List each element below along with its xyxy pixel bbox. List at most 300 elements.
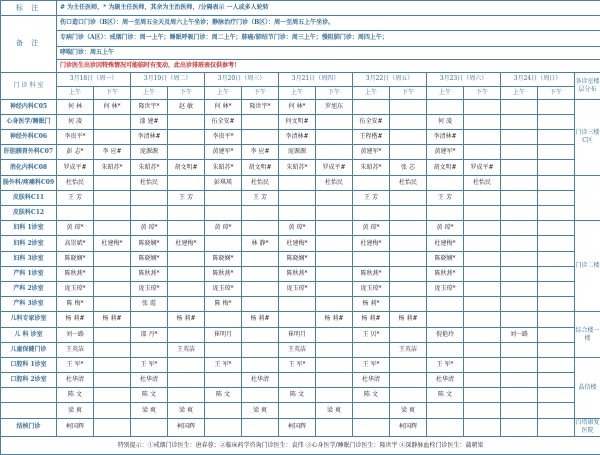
- schedule-cell: 陈 文: [279, 388, 316, 403]
- schedule-cell: [353, 342, 390, 357]
- schedule-cell: 陈 文: [205, 388, 242, 403]
- dept-name: 皮肤科C11: [1, 190, 57, 205]
- schedule-cell: 何 凌: [427, 114, 464, 129]
- schedule-cell: 杜建梅*: [279, 236, 316, 251]
- schedule-cell: 杨 莉#: [242, 312, 279, 327]
- schedule-cell: [464, 190, 501, 205]
- schedule-cell: [316, 281, 353, 296]
- schedule-cell: 黄 琼*: [131, 221, 168, 236]
- schedule-cell: 王 军*: [131, 357, 168, 372]
- schedule-cell: [464, 418, 501, 437]
- schedule-cell: 李贵平*: [205, 130, 242, 145]
- schedule-cell: 杜华清: [427, 373, 464, 388]
- schedule-cell: 杨 莉#: [94, 312, 131, 327]
- schedule-cell: 刘一路: [57, 327, 94, 342]
- schedule-cell: [279, 190, 316, 205]
- schedule-cell: [464, 403, 501, 418]
- schedule-cell: [501, 160, 538, 175]
- schedule-cell: 陈秋燕*: [427, 266, 464, 281]
- schedule-cell: [427, 99, 464, 114]
- schedule-cell: [131, 206, 168, 221]
- schedule-cell: 陈秋燕*: [353, 266, 390, 281]
- schedule-cell: [501, 251, 538, 266]
- schedule-cell: [390, 114, 427, 129]
- schedule-cell: 杜华清: [57, 373, 94, 388]
- schedule-cell: [205, 342, 242, 357]
- pm-header: 下午: [242, 86, 279, 99]
- schedule-cell: [538, 221, 575, 236]
- schedule-cell: [538, 418, 575, 437]
- schedule-cell: 黄建军*: [427, 145, 464, 160]
- schedule-cell: [168, 357, 205, 372]
- schedule-cell: 杜华清: [131, 373, 168, 388]
- schedule-cell: 陈秋燕*: [131, 266, 168, 281]
- schedule-cell: [538, 114, 575, 129]
- schedule-cell: [464, 312, 501, 327]
- dept-name: 心身医学/睡眠门: [1, 114, 57, 129]
- schedule-cell: [390, 130, 427, 145]
- schedule-cell: 庞源源: [131, 145, 168, 160]
- schedule-cell: [427, 403, 464, 418]
- schedule-cell: 王英洁: [57, 342, 94, 357]
- schedule-cell: [538, 342, 575, 357]
- schedule-cell: 黄建军*: [353, 145, 390, 160]
- schedule-cell: 何 林*: [94, 99, 131, 114]
- schedule-cell: [390, 266, 427, 281]
- schedule-cell: [501, 190, 538, 205]
- schedule-cell: 杨 莉*: [353, 297, 390, 312]
- schedule-cell: [538, 206, 575, 221]
- schedule-cell: [390, 297, 427, 312]
- schedule-cell: [242, 114, 279, 129]
- schedule-cell: [538, 327, 575, 342]
- schedule-cell: [168, 221, 205, 236]
- date-header: 3月22日（周五）: [353, 72, 427, 86]
- schedule-cell: [242, 388, 279, 403]
- schedule-cell: [94, 373, 131, 388]
- schedule-cell: 李贵平*: [57, 130, 94, 145]
- schedule-cell: [168, 206, 205, 221]
- schedule-cell: [501, 297, 538, 312]
- schedule-cell: [316, 342, 353, 357]
- schedule-cell: 王 贝*: [353, 327, 390, 342]
- schedule-cell: 邵 丹*: [131, 327, 168, 342]
- am-header: 上午: [427, 86, 464, 99]
- schedule-cell: 何文明#: [279, 114, 316, 129]
- schedule-cell: 高崇斌*: [57, 236, 94, 251]
- schedule-cell: [94, 357, 131, 372]
- schedule-cell: 王英洁: [279, 342, 316, 357]
- schedule-cell: [501, 236, 538, 251]
- schedule-cell: 林 静*: [242, 236, 279, 251]
- schedule-cell: 陈 文: [131, 388, 168, 403]
- schedule-cell: [94, 114, 131, 129]
- schedule-cell: 杜怡民: [57, 175, 94, 190]
- schedule-cell: 胡文明#: [242, 160, 279, 175]
- table-row: [1, 373, 600, 388]
- schedule-cell: 何 林*: [205, 99, 242, 114]
- schedule-cell: [501, 281, 538, 296]
- schedule-cell: [390, 281, 427, 296]
- schedule-cell: [538, 312, 575, 327]
- schedule-cell: 崔明月: [205, 327, 242, 342]
- schedule-cell: [464, 236, 501, 251]
- schedule-cell: 梁 爽: [242, 403, 279, 418]
- pm-header: 下午: [316, 86, 353, 99]
- schedule-cell: [538, 130, 575, 145]
- table-row: [1, 418, 600, 437]
- schedule-cell: [390, 99, 427, 114]
- date-header: 3月19日（周二）: [131, 72, 205, 86]
- schedule-cell: [94, 418, 131, 437]
- date-header: 3月24日（周日）: [501, 72, 575, 86]
- remarks-label: 备 注: [1, 16, 57, 72]
- pm-header: 下午: [168, 86, 205, 99]
- schedule-cell: 杜怡民: [390, 175, 427, 190]
- schedule-cell: [316, 114, 353, 129]
- am-header: 上午: [57, 86, 94, 99]
- schedule-cell: [538, 251, 575, 266]
- schedule-cell: 李清林#: [131, 130, 168, 145]
- schedule-cell: 王 芳: [168, 190, 205, 205]
- schedule-cell: [390, 190, 427, 205]
- schedule-cell: [242, 418, 279, 437]
- schedule-cell: [316, 145, 353, 160]
- schedule-cell: 陈晓娴*: [131, 251, 168, 266]
- schedule-cell: 王 芳: [353, 190, 390, 205]
- schedule-cell: 黄 琼*: [205, 221, 242, 236]
- schedule-cell: [464, 145, 501, 160]
- schedule-cell: [131, 312, 168, 327]
- schedule-cell: 罗成平#: [464, 160, 501, 175]
- schedule-cell: 漆 建#: [131, 114, 168, 129]
- schedule-cell: 黄 琼*: [427, 221, 464, 236]
- floor-location: [575, 175, 600, 221]
- schedule-cell: 王英洁: [390, 342, 427, 357]
- schedule-cell: [168, 327, 205, 342]
- table-row: [1, 297, 600, 312]
- schedule-cell: [353, 99, 390, 114]
- schedule-cell: [316, 297, 353, 312]
- schedule-cell: [538, 403, 575, 418]
- schedule-cell: [427, 312, 464, 327]
- schedule-cell: 王 军*: [57, 357, 94, 372]
- schedule-cell: 崔明月: [279, 327, 316, 342]
- schedule-cell: [501, 342, 538, 357]
- schedule-cell: [353, 418, 390, 437]
- schedule-cell: [316, 373, 353, 388]
- table-row: [1, 266, 600, 281]
- schedule-cell: 杜怡民: [316, 175, 353, 190]
- dept-column-header: 门 诊 科 室: [1, 72, 57, 99]
- table-row: [1, 403, 600, 418]
- am-header: 上午: [131, 86, 168, 99]
- schedule-cell: [205, 190, 242, 205]
- schedule-cell: [168, 114, 205, 129]
- schedule-cell: 罗成平#: [316, 160, 353, 175]
- schedule-cell: 隆世宇*: [131, 99, 168, 114]
- schedule-cell: 柯国辉: [168, 418, 205, 437]
- remarks-line2: 专病门诊（A区）：戒烟门诊：周一上午；睡眠呼吸门诊：周二上午；肺癌/肺结节门诊：周三上午；慢阻肺门诊：周四上午；: [57, 31, 600, 46]
- dept-name: 产科 1诊室: [1, 266, 57, 281]
- schedule-cell: [94, 190, 131, 205]
- schedule-cell: 陈晓娴*: [57, 251, 94, 266]
- date-header: 3月23日（周六）: [427, 72, 501, 86]
- schedule-cell: [353, 403, 390, 418]
- schedule-cell: [242, 327, 279, 342]
- schedule-cell: [279, 312, 316, 327]
- schedule-cell: [501, 312, 538, 327]
- schedule-cell: [242, 221, 279, 236]
- schedule-cell: 李 应#: [242, 145, 279, 160]
- schedule-cell: 罗旭东: [316, 99, 353, 114]
- schedule-cell: 李清林#: [427, 130, 464, 145]
- schedule-cell: 何 凌: [57, 114, 94, 129]
- schedule-cell: 朱昭苏*: [353, 160, 390, 175]
- schedule-cell: [94, 403, 131, 418]
- schedule-cell: 陈晓娴*: [279, 251, 316, 266]
- schedule-cell: [353, 175, 390, 190]
- schedule-cell: [94, 251, 131, 266]
- table-row: [1, 312, 600, 327]
- schedule-cell: 陈 梅*: [205, 297, 242, 312]
- schedule-cell: [94, 221, 131, 236]
- schedule-cell: 陈晓娴*: [131, 236, 168, 251]
- floor-location: 晶信楼: [575, 357, 600, 418]
- schedule-cell: [538, 297, 575, 312]
- schedule-cell: [464, 297, 501, 312]
- floor-location: 门诊三楼C区: [575, 99, 600, 175]
- schedule-cell: [205, 418, 242, 437]
- schedule-cell: 黄 琼*: [353, 221, 390, 236]
- schedule-cell: 王 军*: [353, 357, 390, 372]
- schedule-cell: [94, 342, 131, 357]
- schedule-cell: [279, 297, 316, 312]
- table-row: [1, 281, 600, 296]
- schedule-cell: [131, 190, 168, 205]
- schedule-cell: 王英洁: [168, 342, 205, 357]
- schedule-cell: 黄 琼*: [57, 221, 94, 236]
- location-column-header: 各诊室楼层分布: [575, 72, 600, 99]
- schedule-cell: [538, 388, 575, 403]
- dept-name: 妇科 3诊室: [1, 251, 57, 266]
- schedule-cell: [538, 266, 575, 281]
- schedule-cell: [94, 297, 131, 312]
- schedule-cell: 何 林: [57, 99, 94, 114]
- schedule-cell: 何 林*: [279, 99, 316, 114]
- dept-name: 儿童保健门诊: [1, 342, 57, 357]
- schedule-cell: [205, 403, 242, 418]
- schedule-cell: [464, 130, 501, 145]
- schedule-cell: 王 军*: [427, 357, 464, 372]
- am-header: 上午: [279, 86, 316, 99]
- schedule-cell: 陈秋燕*: [57, 266, 94, 281]
- schedule-cell: [464, 327, 501, 342]
- am-header: 上午: [205, 86, 242, 99]
- schedule-cell: [205, 206, 242, 221]
- schedule-cell: 杜建梅*: [353, 236, 390, 251]
- table-row: [1, 175, 600, 190]
- schedule-cell: 杨 莉#: [390, 312, 427, 327]
- schedule-cell: [94, 206, 131, 221]
- schedule-cell: 隆世宇*: [242, 99, 279, 114]
- schedule-cell: [427, 175, 464, 190]
- schedule-cell: 柯国辉: [57, 418, 94, 437]
- legend-text: # 为主任医师，* 为副主任医师，其余为主治医师，/分隔表示 一人或多人轮转: [57, 1, 600, 16]
- schedule-cell: 朱昭苏*: [205, 160, 242, 175]
- schedule-cell: 陈 文: [353, 388, 390, 403]
- schedule-cell: 朱昭苏*: [131, 160, 168, 175]
- schedule-cell: [390, 388, 427, 403]
- schedule-cell: 胡文明#: [427, 160, 464, 175]
- pm-header: 下午: [94, 86, 131, 99]
- dept-name: 儿 科 诊室: [1, 327, 57, 342]
- schedule-cell: [427, 297, 464, 312]
- schedule-cell: 庞玉琼*: [427, 281, 464, 296]
- schedule-cell: 杜怡民: [131, 175, 168, 190]
- am-header: 上午: [501, 86, 538, 99]
- schedule-cell: [501, 130, 538, 145]
- schedule-cell: [390, 221, 427, 236]
- schedule-cell: [316, 418, 353, 437]
- schedule-cell: 梁 爽: [168, 403, 205, 418]
- schedule-cell: [242, 297, 279, 312]
- pm-header: 下午: [464, 86, 501, 99]
- schedule-cell: 罗成平#: [57, 160, 94, 175]
- schedule-cell: 陈 梅*: [57, 297, 94, 312]
- schedule-cell: 杨 莉#: [168, 312, 205, 327]
- schedule-cell: [464, 99, 501, 114]
- dept-name: [1, 388, 57, 403]
- schedule-cell: 张 芯: [390, 160, 427, 175]
- schedule-cell: [464, 221, 501, 236]
- schedule-cell: [501, 418, 538, 437]
- schedule-cell: [205, 312, 242, 327]
- schedule-cell: 杜怡民: [464, 175, 501, 190]
- date-header: 3月20日（周三）: [205, 72, 279, 86]
- floor-location: 综合楼一楼: [575, 312, 600, 358]
- schedule-cell: [390, 327, 427, 342]
- dept-name: 肝胆胰胃外科C07: [1, 145, 57, 160]
- schedule-cell: [279, 403, 316, 418]
- dept-name: 消化内科C08: [1, 160, 57, 175]
- schedule-cell: [464, 251, 501, 266]
- schedule-cell: [501, 114, 538, 129]
- schedule-cell: [464, 342, 501, 357]
- schedule-cell: 陈秋燕*: [205, 266, 242, 281]
- schedule-cell: [242, 281, 279, 296]
- schedule-cell: [168, 266, 205, 281]
- schedule-cell: [242, 357, 279, 372]
- schedule-cell: [168, 373, 205, 388]
- schedule-cell: 庞玉琼*: [131, 281, 168, 296]
- schedule-cell: [390, 236, 427, 251]
- schedule-cell: [279, 175, 316, 190]
- table-row: [1, 99, 600, 114]
- floor-location: 门诊二楼: [575, 221, 600, 312]
- schedule-cell: [168, 281, 205, 296]
- schedule-cell: [390, 357, 427, 372]
- schedule-cell: [464, 357, 501, 372]
- schedule-cell: 陈秋燕*: [279, 266, 316, 281]
- schedule-cell: [205, 373, 242, 388]
- schedule-cell: 杜建梅*: [94, 236, 131, 251]
- schedule-cell: [390, 373, 427, 388]
- schedule-cell: [501, 373, 538, 388]
- schedule-cell: [501, 99, 538, 114]
- schedule-cell: 陈晓娴*: [205, 251, 242, 266]
- schedule-cell: 彭 志*: [57, 145, 94, 160]
- schedule-cell: [279, 206, 316, 221]
- schedule-cell: 庞玉琼*: [205, 281, 242, 296]
- table-row: [1, 145, 600, 160]
- schedule-cell: 梁 爽: [316, 403, 353, 418]
- remarks-line1: 伤口造口门诊（B区）：周一至周五全天及周六上午坐诊；静脉治疗门诊（B区）：周一至周五上午坐诊。: [57, 16, 600, 31]
- schedule-cell: [131, 418, 168, 437]
- schedule-cell: [94, 281, 131, 296]
- table-row: [1, 221, 600, 236]
- schedule-cell: [316, 130, 353, 145]
- am-header: 上午: [353, 86, 390, 99]
- dept-name: 神经外科C06: [1, 130, 57, 145]
- schedule-cell: [501, 266, 538, 281]
- schedule-cell: [94, 175, 131, 190]
- schedule-cell: [242, 206, 279, 221]
- schedule-cell: [168, 145, 205, 160]
- dept-name: 妇科 1诊室: [1, 221, 57, 236]
- schedule-cell: 庞玉琼*: [57, 281, 94, 296]
- schedule-cell: [316, 190, 353, 205]
- table-row: [1, 114, 600, 129]
- schedule-cell: [427, 418, 464, 437]
- dept-name: 妇科 2诊室: [1, 236, 57, 251]
- date-header: 3月18日（周一）: [57, 72, 131, 86]
- special-notice: 特别提示：①戒烟门诊医生：唐春蓉；②临床药学咨询门诊医生：袁伟 ③心身医学/睡眠门诊医生：隆世宇 ④深静脉血栓门诊医生：蒲朝梁: [1, 437, 600, 455]
- schedule-cell: [538, 160, 575, 175]
- schedule-cell: [316, 236, 353, 251]
- dept-name: 口腔科 1诊室: [1, 357, 57, 372]
- schedule-cell: 伍全安#: [353, 114, 390, 129]
- schedule-cell: 陈晓娴*: [427, 251, 464, 266]
- table-row: [1, 251, 600, 266]
- schedule-cell: [390, 251, 427, 266]
- schedule-cell: [205, 236, 242, 251]
- schedule-cell: [131, 342, 168, 357]
- schedule-cell: [94, 266, 131, 281]
- schedule-cell: 柯国辉: [279, 418, 316, 437]
- table-row: [1, 236, 600, 251]
- schedule-cell: [538, 190, 575, 205]
- schedule-cell: [538, 99, 575, 114]
- schedule-cell: [538, 236, 575, 251]
- schedule-cell: [168, 388, 205, 403]
- schedule-cell: [427, 206, 464, 221]
- schedule-cell: 彭琪瑛: [205, 175, 242, 190]
- schedule-cell: 伍全安#: [205, 114, 242, 129]
- schedule-cell: 杜怡民: [242, 175, 279, 190]
- dept-name: 皮肤科C12: [1, 206, 57, 221]
- table-row: [1, 357, 600, 372]
- schedule-cell: 柯国辉: [390, 418, 427, 437]
- schedule-cell: 李 应#: [94, 145, 131, 160]
- schedule-cell: [168, 251, 205, 266]
- schedule-cell: [501, 175, 538, 190]
- schedule-cell: 陈 文: [57, 388, 94, 403]
- table-row: [1, 388, 600, 403]
- schedule-cell: [501, 145, 538, 160]
- schedule-cell: [316, 327, 353, 342]
- schedule-cell: 王 芳: [242, 190, 279, 205]
